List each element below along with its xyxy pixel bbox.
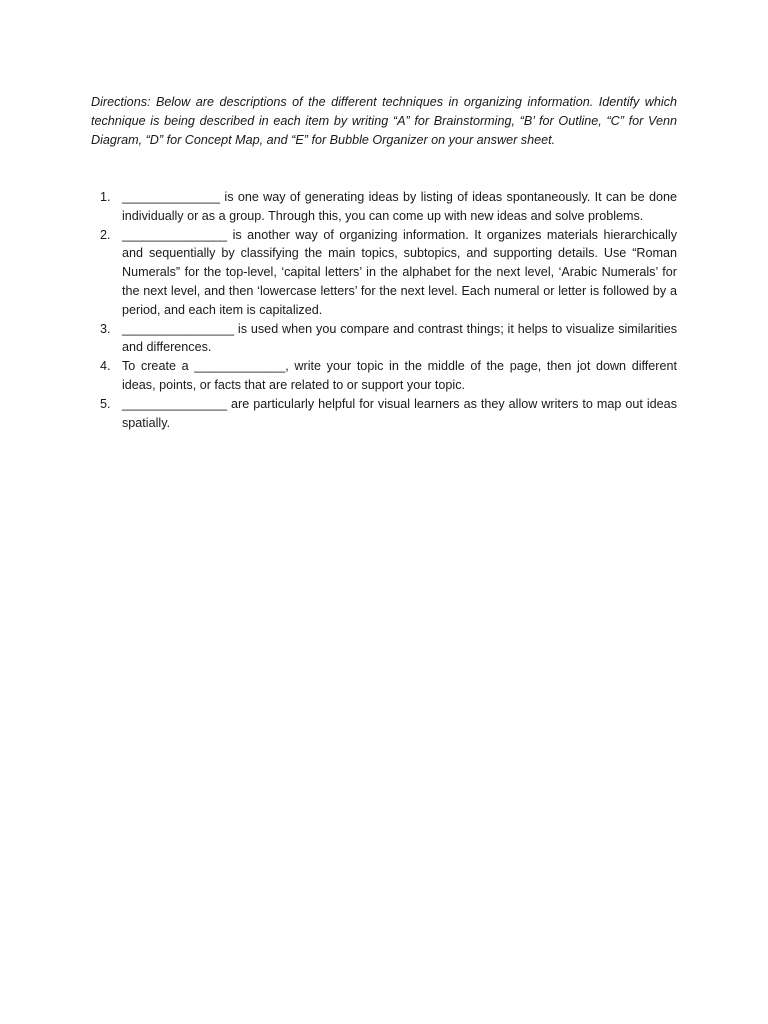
item-number: 5. <box>100 396 111 411</box>
item-number: 3. <box>100 321 111 336</box>
list-item <box>91 357 677 395</box>
list-item <box>91 226 677 320</box>
item-number: 1. <box>100 190 111 204</box>
item-number: 4. <box>100 359 111 374</box>
item-text: To create a _____________, write your topic in the middle of the page, then jot down different ideas, points, or facts that are related to or support your topic. <box>122 359 677 392</box>
question-list <box>91 188 677 432</box>
item-text: ________________ is used when you compare and contrast things; it helps to visualize similarities and differences. <box>122 321 677 355</box>
list-item <box>91 320 677 358</box>
item-text: ______________ is one way of generating ideas by listing of ideas spontaneously. It can be done individually or as a group. Through this, you can come up with new ideas and solve problems. <box>122 190 677 223</box>
item-text: _______________ is another way of organizing information. It organizes materials hierarchically and sequentially by classifying the main topics, subtopics, and supporting details. Use “Roman Numerals” for the top-level, ‘capital letters’ in the alphabet for the next level, ‘Arabic Numerals’ for the next level, and then ‘lowercase letters’ for the next level. Each numeral or letter is followed by a period, and each item is capitalized. <box>122 227 677 317</box>
list-item <box>91 395 677 433</box>
item-text: _______________ are particularly helpful for visual learners as they allow writers to map out ideas spatially. <box>122 396 677 430</box>
list-item <box>91 188 677 226</box>
directions-paragraph: Directions: Below are descriptions of the different techniques in organizing information. Identify which technique is being described in each item by writing “A” for Brainstorming, “B’ for Outline, “C” for Venn Diagram, “D” for Concept Map, and “E” for Bubble Organizer on your answer sheet. <box>91 95 677 147</box>
item-number: 2. <box>100 227 111 242</box>
